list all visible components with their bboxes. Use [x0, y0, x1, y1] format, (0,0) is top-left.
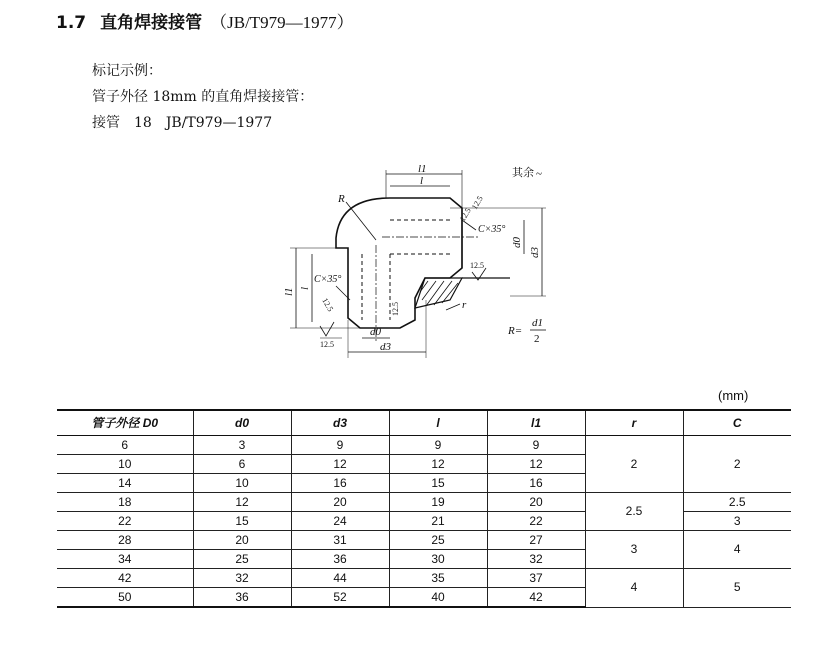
roughness-value: 12.5 [320, 296, 336, 314]
cell: 14 [57, 474, 193, 493]
cell: 9 [487, 436, 585, 455]
header-outer-diameter: 管子外径 D0 [57, 410, 193, 436]
section-number: 1.7 [56, 13, 87, 33]
dim-d3-right-label: d3 [529, 247, 541, 258]
dim-l-top-label: l [420, 175, 424, 187]
cell: 16 [291, 474, 389, 493]
header-c: C [683, 410, 791, 436]
formula-numerator: d1 [532, 317, 543, 329]
table-row [57, 531, 791, 550]
fillet-label: r [462, 299, 467, 311]
cell: 20 [291, 493, 389, 512]
cell: 15 [389, 474, 487, 493]
dim-d3-bottom-label: d3 [380, 341, 391, 353]
cell: 40 [389, 588, 487, 608]
cell: 31 [291, 531, 389, 550]
cell: 6 [193, 455, 291, 474]
table-header-row [57, 410, 791, 436]
example-designation: 接管 18 JB/T979—1977 [92, 115, 273, 131]
cell: 25 [389, 531, 487, 550]
header-d3: d3 [291, 410, 389, 436]
cell: 16 [487, 474, 585, 493]
table-unit: (mm) [718, 388, 749, 403]
section-title: 直角焊接接管 [100, 13, 203, 33]
cell: 42 [487, 588, 585, 608]
header-r: r [585, 410, 683, 436]
cell: 12 [291, 455, 389, 474]
cell: 27 [487, 531, 585, 550]
other-roughness-label: 其余 [512, 167, 534, 179]
header-l1: l1 [487, 410, 585, 436]
cell: 10 [57, 455, 193, 474]
cell: 18 [57, 493, 193, 512]
cell: 25 [193, 550, 291, 569]
section-heading [56, 8, 354, 33]
cell-c: 5 [683, 569, 791, 608]
cell: 3 [193, 436, 291, 455]
example-description: 管子外径 18mm 的直角焊接接管： [92, 89, 314, 105]
header-l: l [389, 410, 487, 436]
table-row [57, 493, 791, 512]
chamfer-top-label: C×35° [478, 224, 506, 235]
roughness-value: 12.5 [470, 261, 484, 270]
technical-drawing [250, 150, 580, 365]
cell: 12 [487, 455, 585, 474]
cell: 35 [389, 569, 487, 588]
cell: 19 [389, 493, 487, 512]
spec-table [57, 409, 791, 608]
cell: 20 [193, 531, 291, 550]
dim-l1-top-label: l1 [418, 163, 427, 175]
cell: 37 [487, 569, 585, 588]
table-row [57, 436, 791, 455]
cell: 32 [193, 569, 291, 588]
cell: 34 [57, 550, 193, 569]
roughness-tilde-icon: ~ [536, 168, 542, 180]
cell: 30 [389, 550, 487, 569]
chamfer-left-label: C×35° [314, 274, 342, 285]
cell-r: 3 [585, 531, 683, 569]
cell: 22 [487, 512, 585, 531]
dim-d0-right-label: d0 [511, 237, 523, 248]
cell: 50 [57, 588, 193, 608]
cell: 24 [291, 512, 389, 531]
roughness-value: 12.5 [320, 340, 334, 349]
roughness-value: 12.5 [391, 302, 400, 316]
cell-c: 2.5 [683, 493, 791, 512]
table-row [57, 569, 791, 588]
cell: 20 [487, 493, 585, 512]
cell: 22 [57, 512, 193, 531]
cell-r: 2 [585, 436, 683, 493]
cell-r: 4 [585, 569, 683, 608]
cell: 44 [291, 569, 389, 588]
section-standard: （JB/T979—1977） [210, 13, 354, 32]
cell: 32 [487, 550, 585, 569]
example-heading: 标记示例： [92, 63, 162, 79]
radius-leader [346, 202, 376, 240]
cell: 9 [389, 436, 487, 455]
cell: 12 [193, 493, 291, 512]
roughness-value: 12.5 [469, 194, 485, 211]
roughness-value: 12.5 [457, 206, 473, 223]
cell: 12 [389, 455, 487, 474]
cell: 6 [57, 436, 193, 455]
cell-c: 4 [683, 531, 791, 569]
cell: 15 [193, 512, 291, 531]
cell: 36 [193, 588, 291, 608]
formula-denominator: 2 [534, 333, 540, 345]
cell: 28 [57, 531, 193, 550]
cell-r: 2.5 [585, 493, 683, 531]
cell: 10 [193, 474, 291, 493]
header-d0: d0 [193, 410, 291, 436]
cell: 52 [291, 588, 389, 608]
cell: 21 [389, 512, 487, 531]
roughness-symbol-icon [320, 322, 334, 336]
cell: 9 [291, 436, 389, 455]
radius-label: R [338, 193, 345, 205]
cell-c: 3 [683, 512, 791, 531]
fillet-leader [446, 304, 460, 310]
cell-c: 2 [683, 436, 791, 493]
cell: 36 [291, 550, 389, 569]
cell: 42 [57, 569, 193, 588]
dim-l1-left-label: l1 [283, 287, 295, 296]
formula-lhs: R= [508, 325, 523, 337]
dim-l-left-label: l [299, 286, 311, 290]
dim-d0-bottom-label: d0 [370, 326, 381, 338]
